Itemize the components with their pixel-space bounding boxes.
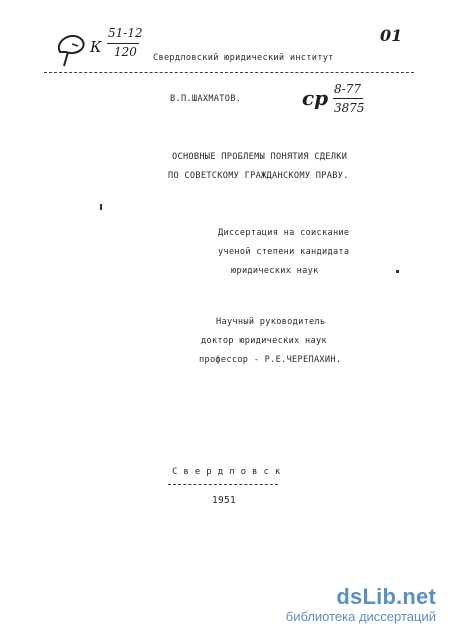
handwritten-stamp-mark	[52, 30, 94, 70]
watermark	[286, 585, 436, 624]
supervisor-line-2: доктор юридических наук	[201, 336, 327, 346]
year: 1951	[212, 495, 237, 506]
watermark-subtitle: библиотека диссертаций	[285, 609, 436, 624]
city-dashed-rule	[168, 484, 278, 485]
stray-dot	[396, 270, 399, 273]
author-name: В.П.ШАХМАТОВ.	[170, 94, 242, 104]
handwritten-letter-cp: ср	[302, 86, 329, 110]
fraction-line-right	[333, 98, 363, 99]
fraction-line	[107, 43, 139, 44]
dissertation-line-2: ученой степени кандидата	[218, 247, 350, 257]
dissertation-line-3: юридических наук	[231, 266, 319, 276]
title-line-2: ПО СОВЕТСКОМУ ГРАЖДАНСКОМУ ПРАВУ.	[168, 171, 349, 181]
title-line-1: ОСНОВНЫЕ ПРОБЛЕМЫ ПОНЯТИЯ СДЕЛКИ	[172, 152, 348, 162]
handwritten-code-right-bottom: 3875	[334, 101, 365, 115]
handwritten-page-number: 01	[380, 26, 403, 45]
supervisor-line-1: Научный руководитель	[216, 317, 326, 327]
handwritten-code-right-top: 8-77	[334, 82, 361, 96]
dissertation-line-1: Диссертация на соискание	[218, 228, 350, 238]
handwritten-code-sub: 120	[114, 45, 137, 59]
stray-mark	[100, 204, 102, 210]
header-dashed-rule	[44, 72, 414, 73]
city: С в е р д л о в с к	[172, 467, 281, 477]
supervisor-line-3: профессор - Р.Е.ЧЕРЕПАХИН.	[199, 355, 342, 365]
handwritten-code: 51-12	[108, 26, 143, 40]
watermark-title: dsLib.net	[336, 584, 436, 609]
handwritten-letter-k: К	[90, 38, 102, 56]
institute-name: Свердловский юридический институт	[153, 53, 334, 63]
